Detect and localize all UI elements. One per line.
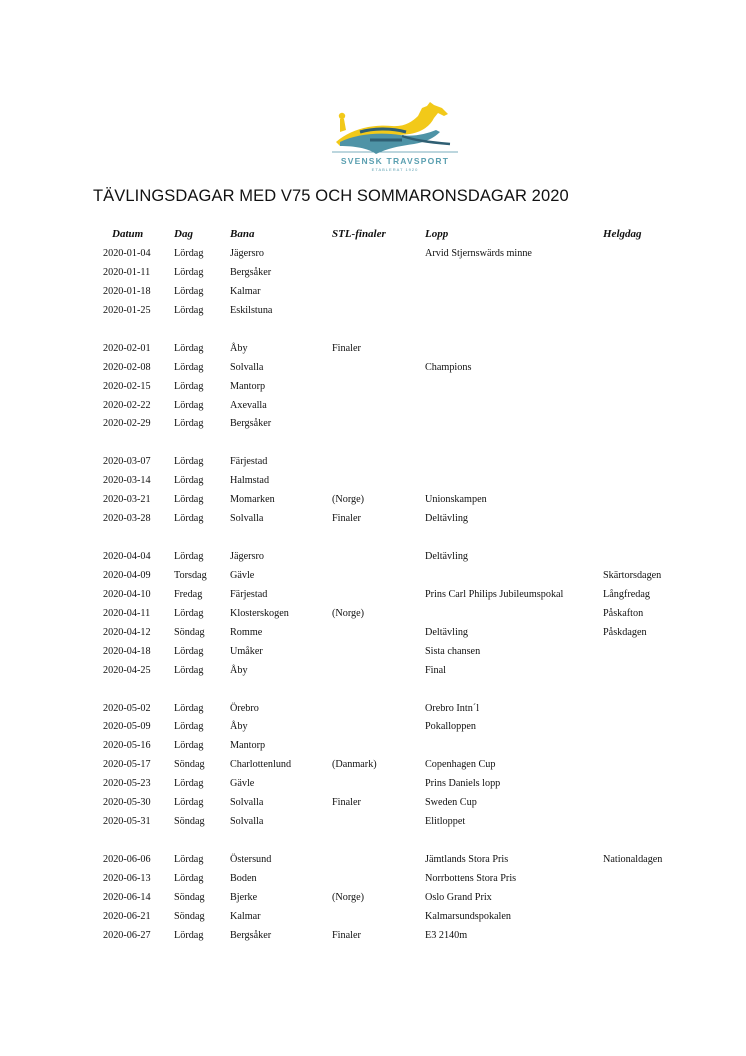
cell-holiday: Nationaldagen (603, 854, 663, 865)
table-row (0, 701, 746, 720)
month-separator (0, 530, 746, 549)
table-row (0, 379, 746, 398)
cell-day: Söndag (174, 891, 205, 903)
cell-day: Lördag (174, 399, 204, 411)
cell-race: Unionskampen (425, 494, 487, 506)
cell-date: 2020-03-21 (103, 494, 151, 506)
cell-date: 2020-04-10 (103, 588, 151, 600)
cell-race: Prins Daniels lopp (425, 778, 501, 790)
table-row (0, 303, 746, 322)
cell-race: Sweden Cup (425, 797, 477, 809)
cell-track: Bjerke (230, 891, 258, 903)
cell-day: Lördag (174, 285, 204, 297)
table-row (0, 890, 746, 909)
cell-day: Lördag (174, 304, 204, 316)
cell-day: Lördag (174, 456, 204, 468)
cell-date: 2020-06-21 (103, 910, 151, 922)
header-track: Bana (230, 228, 255, 240)
cell-date: 2020-05-09 (103, 721, 151, 733)
cell-date: 2020-04-25 (103, 664, 151, 676)
cell-stl-final: Finaler (332, 513, 361, 525)
cell-track: Östersund (230, 854, 272, 865)
cell-day: Torsdag (174, 569, 207, 581)
table-row (0, 549, 746, 568)
table-row (0, 246, 746, 265)
cell-day: Söndag (174, 910, 205, 922)
cell-race: Pokalloppen (425, 721, 476, 733)
cell-date: 2020-04-04 (103, 551, 151, 562)
cell-track: Klosterskogen (230, 607, 289, 619)
cell-date: 2020-03-14 (103, 475, 151, 487)
table-row (0, 492, 746, 511)
cell-race: Deltävling (425, 626, 469, 638)
cell-race: Norrbottens Stora Pris (425, 872, 517, 884)
header-day: Dag (174, 228, 193, 240)
cell-race: Champions (425, 361, 472, 373)
table-row (0, 719, 746, 738)
cell-track: Bergsåker (230, 418, 272, 430)
cell-day: Lördag (174, 797, 204, 809)
schedule-table (0, 246, 746, 947)
cell-day: Lördag (174, 721, 204, 733)
table-row (0, 587, 746, 606)
cell-race: Sista chansen (425, 645, 481, 657)
cell-date: 2020-03-28 (103, 513, 151, 525)
cell-date: 2020-02-15 (103, 380, 151, 392)
cell-track: Solvalla (230, 816, 264, 828)
cell-date: 2020-05-17 (103, 759, 151, 771)
cell-track: Halmstad (230, 475, 270, 487)
table-row (0, 360, 746, 379)
table-row (0, 454, 746, 473)
cell-track: Bergsåker (230, 266, 272, 278)
cell-date: 2020-05-31 (103, 816, 151, 828)
cell-date: 2020-06-14 (103, 891, 151, 903)
cell-track: Momarken (230, 494, 275, 506)
cell-stl-final: (Norge) (332, 607, 365, 619)
cell-stl-final: (Danmark) (332, 759, 377, 771)
cell-race: Oslo Grand Prix (425, 891, 492, 903)
cell-track: Umåker (230, 645, 263, 657)
cell-date: 2020-06-27 (103, 929, 151, 941)
header-stl: STL-finaler (332, 228, 386, 240)
cell-track: Eskilstuna (230, 304, 273, 316)
cell-track: Färjestad (230, 456, 268, 468)
cell-stl-final: Finaler (332, 342, 361, 354)
cell-holiday: Långfredag (603, 588, 650, 600)
cell-date: 2020-04-18 (103, 645, 151, 657)
cell-day: Lördag (174, 266, 204, 278)
cell-track: Romme (230, 626, 263, 638)
cell-track: Mantorp (230, 380, 266, 392)
cell-date: 2020-01-25 (103, 304, 151, 316)
cell-date: 2020-06-13 (103, 872, 151, 884)
cell-day: Lördag (174, 929, 204, 941)
cell-track: Gävle (230, 778, 255, 790)
cell-track: Kalmar (230, 910, 261, 922)
cell-day: Lördag (174, 607, 204, 619)
cell-date: 2020-02-22 (103, 399, 151, 411)
cell-date: 2020-04-11 (103, 607, 151, 619)
cell-track: Färjestad (230, 588, 268, 600)
cell-date: 2020-01-04 (103, 248, 151, 259)
logo-tagline: ETABLERAT 1920 (371, 167, 419, 172)
cell-track: Gävle (230, 569, 255, 581)
table-row (0, 568, 746, 587)
cell-stl-final: Finaler (332, 797, 361, 809)
table-row (0, 625, 746, 644)
table-row (0, 852, 746, 871)
cell-day: Lördag (174, 740, 204, 752)
table-row (0, 511, 746, 530)
cell-date: 2020-01-11 (103, 266, 151, 278)
table-row (0, 473, 746, 492)
cell-track: Solvalla (230, 513, 264, 525)
cell-day: Lördag (174, 872, 204, 884)
cell-date: 2020-02-29 (103, 418, 151, 430)
cell-race: Prins Carl Philips Jubileumspokal (425, 588, 564, 600)
cell-holiday: Skärtorsdagen (603, 569, 662, 581)
cell-day: Lördag (174, 248, 204, 259)
cell-date: 2020-01-18 (103, 285, 151, 297)
cell-day: Lördag (174, 494, 204, 506)
cell-date: 2020-04-09 (103, 569, 151, 581)
cell-day: Söndag (174, 626, 205, 638)
month-separator (0, 322, 746, 341)
cell-race: Final (425, 664, 446, 676)
cell-date: 2020-06-06 (103, 854, 151, 865)
cell-day: Lördag (174, 380, 204, 392)
cell-date: 2020-03-07 (103, 456, 151, 468)
table-row (0, 776, 746, 795)
table-row (0, 341, 746, 360)
cell-race: Deltävling (425, 551, 469, 562)
cell-track: Solvalla (230, 361, 264, 373)
cell-day: Lördag (174, 513, 204, 525)
table-row (0, 265, 746, 284)
cell-track: Axevalla (230, 399, 267, 411)
header-date: Datum (112, 228, 144, 240)
cell-day: Söndag (174, 816, 205, 828)
cell-date: 2020-05-02 (103, 702, 151, 714)
table-row (0, 738, 746, 757)
cell-stl-final: (Norge) (332, 494, 365, 506)
cell-day: Lördag (174, 342, 204, 354)
cell-race: Deltävling (425, 513, 469, 525)
page-title: TÄVLINGSDAGAR MED V75 OCH SOMMARONSDAGAR 2020 (93, 187, 569, 205)
table-row (0, 398, 746, 417)
header-race: Lopp (425, 228, 449, 240)
cell-date: 2020-05-23 (103, 778, 151, 790)
table-row (0, 416, 746, 435)
cell-day: Lördag (174, 475, 204, 487)
cell-day: Söndag (174, 759, 205, 771)
cell-track: Åby (230, 721, 248, 733)
cell-date: 2020-02-01 (103, 342, 151, 354)
month-separator (0, 682, 746, 701)
cell-race: Elitloppet (425, 816, 466, 828)
cell-holiday: Påskdagen (603, 626, 647, 638)
header-holiday: Helgdag (603, 228, 642, 240)
table-row (0, 795, 746, 814)
cell-day: Lördag (174, 664, 204, 676)
cell-race: Arvid Stjernswärds minne (425, 248, 532, 259)
cell-day: Lördag (174, 778, 204, 790)
cell-track: Bergsåker (230, 929, 272, 941)
cell-date: 2020-02-08 (103, 361, 151, 373)
cell-day: Lördag (174, 702, 204, 714)
cell-date: 2020-05-30 (103, 797, 151, 809)
cell-day: Lördag (174, 418, 204, 430)
cell-day: Lördag (174, 854, 204, 865)
cell-track: Mantorp (230, 740, 266, 752)
table-row (0, 871, 746, 890)
cell-track: Jägersro (230, 551, 264, 562)
cell-race: E3 2140m (425, 929, 468, 941)
cell-day: Lördag (174, 551, 204, 562)
cell-race: Copenhagen Cup (425, 759, 496, 771)
cell-track: Charlottenlund (230, 759, 292, 771)
table-row (0, 644, 746, 663)
table-row (0, 909, 746, 928)
month-separator (0, 833, 746, 852)
cell-track: Solvalla (230, 797, 264, 809)
cell-track: Jägersro (230, 248, 264, 259)
cell-stl-final: Finaler (332, 929, 361, 941)
cell-track: Boden (230, 872, 257, 884)
month-separator (0, 435, 746, 454)
cell-holiday: Påskafton (603, 607, 644, 619)
cell-day: Lördag (174, 645, 204, 657)
table-row (0, 928, 746, 947)
logo-brand-text: SVENSK TRAVSPORT (340, 156, 450, 166)
cell-race: Jämtlands Stora Pris (425, 854, 509, 865)
cell-day: Lördag (174, 361, 204, 373)
table-row (0, 757, 746, 776)
cell-race: Kalmarsundspokalen (425, 910, 512, 922)
table-row (0, 284, 746, 303)
cell-race: Orebro Intn´l (425, 702, 480, 714)
cell-track: Åby (230, 664, 248, 676)
cell-track: Örebro (230, 702, 259, 714)
cell-date: 2020-05-16 (103, 740, 151, 752)
cell-stl-final: (Norge) (332, 891, 365, 903)
cell-day: Fredag (174, 588, 203, 600)
cell-track: Kalmar (230, 285, 261, 297)
cell-date: 2020-04-12 (103, 626, 151, 638)
table-row (0, 663, 746, 682)
table-row (0, 814, 746, 833)
table-row (0, 606, 746, 625)
cell-track: Åby (230, 342, 248, 354)
